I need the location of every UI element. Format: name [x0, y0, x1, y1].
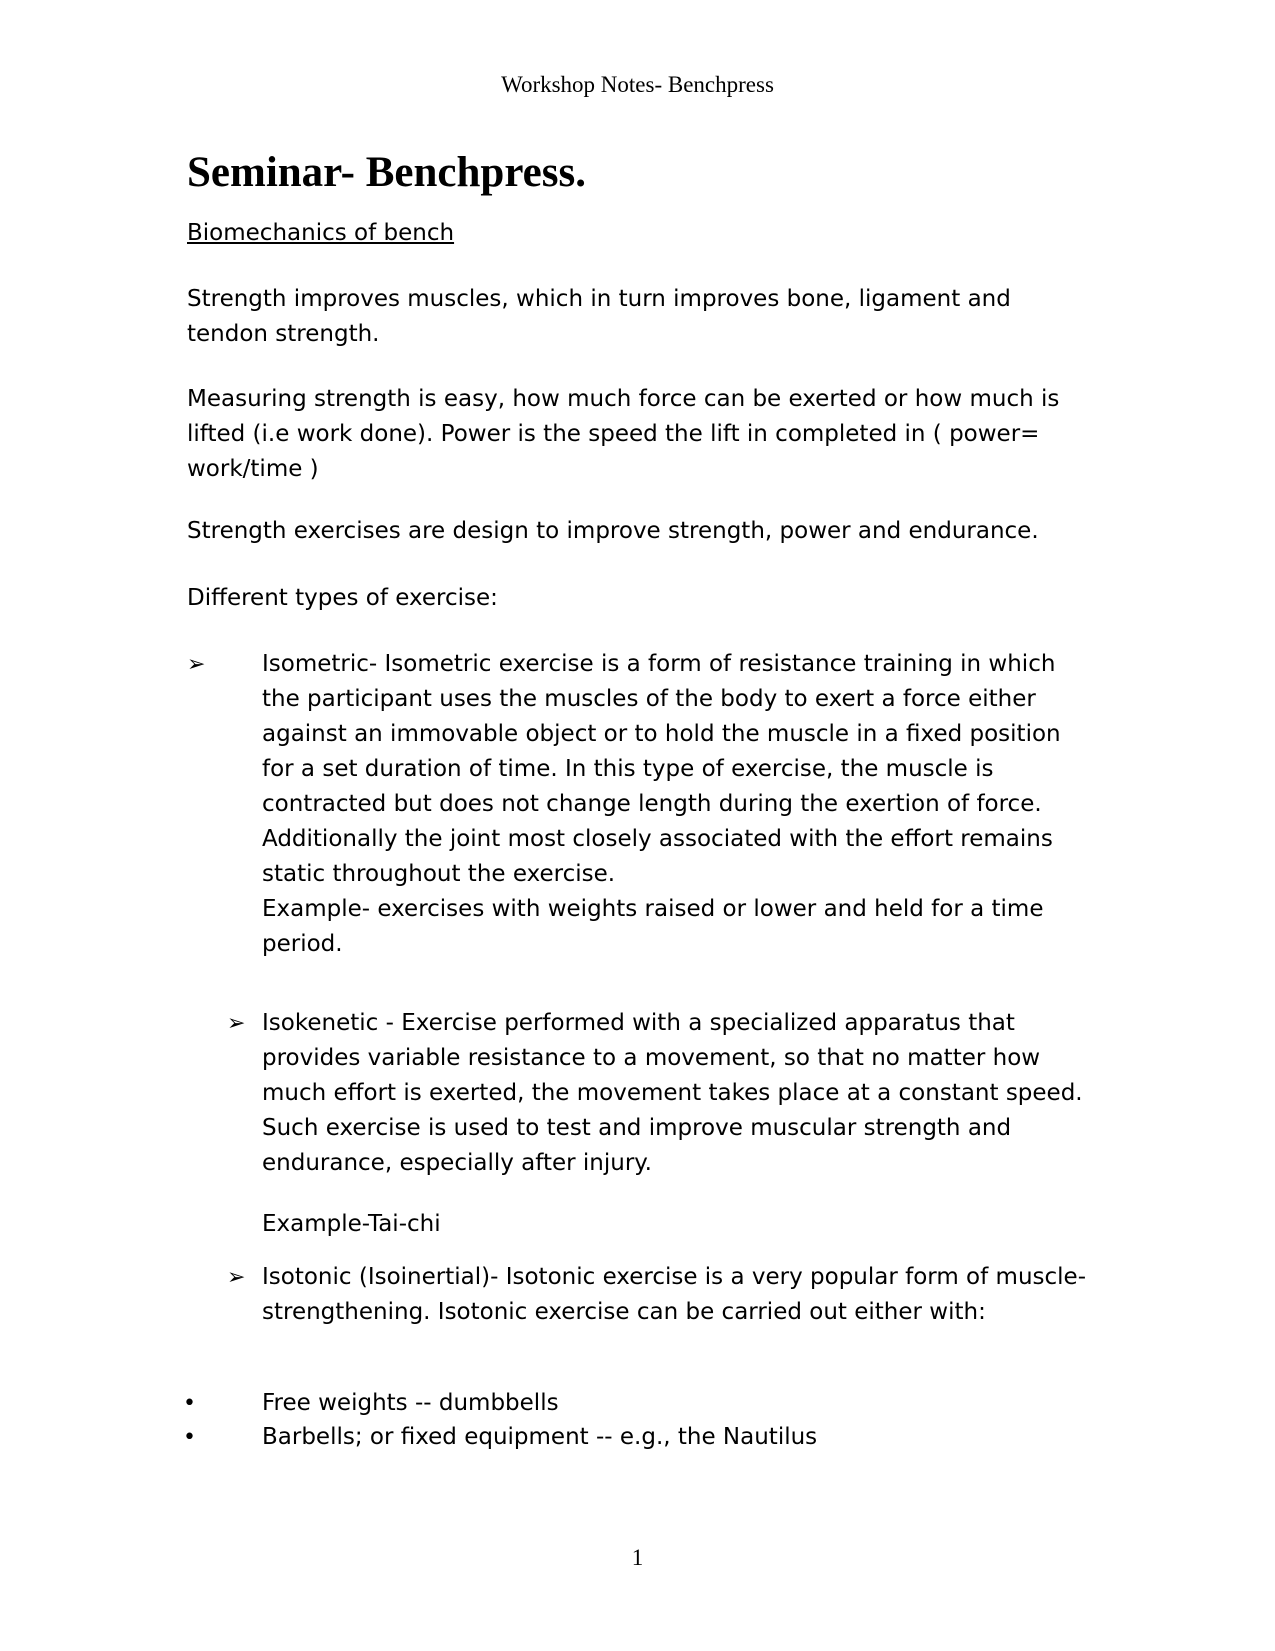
document-title: Seminar- Benchpress.: [187, 149, 586, 196]
list-item-text: [262, 647, 1092, 962]
isotonic-description: Isotonic (Isoinertial)- Isotonic exercise is a very popular form of muscle- strengthening. Isotonic exercise can be carried out either with:: [262, 1264, 1086, 1325]
dot-bullet-icon: •: [183, 1391, 196, 1416]
isokenetic-example: Example-Tai-chi: [262, 1211, 441, 1237]
list-item-text: [262, 1260, 1092, 1330]
isometric-description: Isometric- Isometric exercise is a form of resistance training in which the participant uses the muscles of the body to exert a force either against an immovable object or to hold the muscle in a fixed position for a set duration of time. In this type of exercise, the muscle is contracted but does not change length during the exertion of force. Additionally the joint most closely associated with the effort remains static throughout the exercise.: [262, 651, 1061, 887]
isometric-example: Example- exercises with weights raised or lower and held for a time period.: [262, 896, 1044, 957]
arrow-bullet-icon: ➢: [187, 652, 206, 677]
page-header: Workshop Notes- Benchpress: [501, 72, 774, 97]
arrow-bullet-icon: ➢: [227, 1265, 246, 1290]
section-subheading: Biomechanics of bench: [187, 220, 455, 246]
list-item-text: Barbells; or fixed equipment -- e.g., the Nautilus: [262, 1424, 818, 1450]
list-item-text: [262, 1006, 1092, 1242]
paragraph-measuring-strength: Measuring strength is easy, how much force can be exerted or how much is lifted (i.e work done). Power is the speed the lift in completed in ( power= work/time ): [187, 386, 1060, 482]
list-item-text: Free weights -- dumbbells: [262, 1390, 559, 1416]
dot-bullet-icon: •: [183, 1425, 196, 1450]
page-number: 1: [631, 1545, 644, 1570]
paragraph-types-intro: Different types of exercise:: [187, 585, 498, 611]
paragraph-strength-improves: Strength improves muscles, which in turn improves bone, ligament and tendon strength.: [187, 286, 1011, 347]
arrow-bullet-icon: ➢: [227, 1011, 246, 1036]
paragraph-strength-exercises: Strength exercises are design to improve strength, power and endurance.: [187, 518, 1039, 544]
isokenetic-description: Isokenetic - Exercise performed with a specialized apparatus that provides variable resistance to a movement, so that no matter how much effort is exerted, the movement takes place at a constant speed. Such exercise is used to test and improve muscular strength and endurance, especially after injury.: [262, 1010, 1083, 1176]
